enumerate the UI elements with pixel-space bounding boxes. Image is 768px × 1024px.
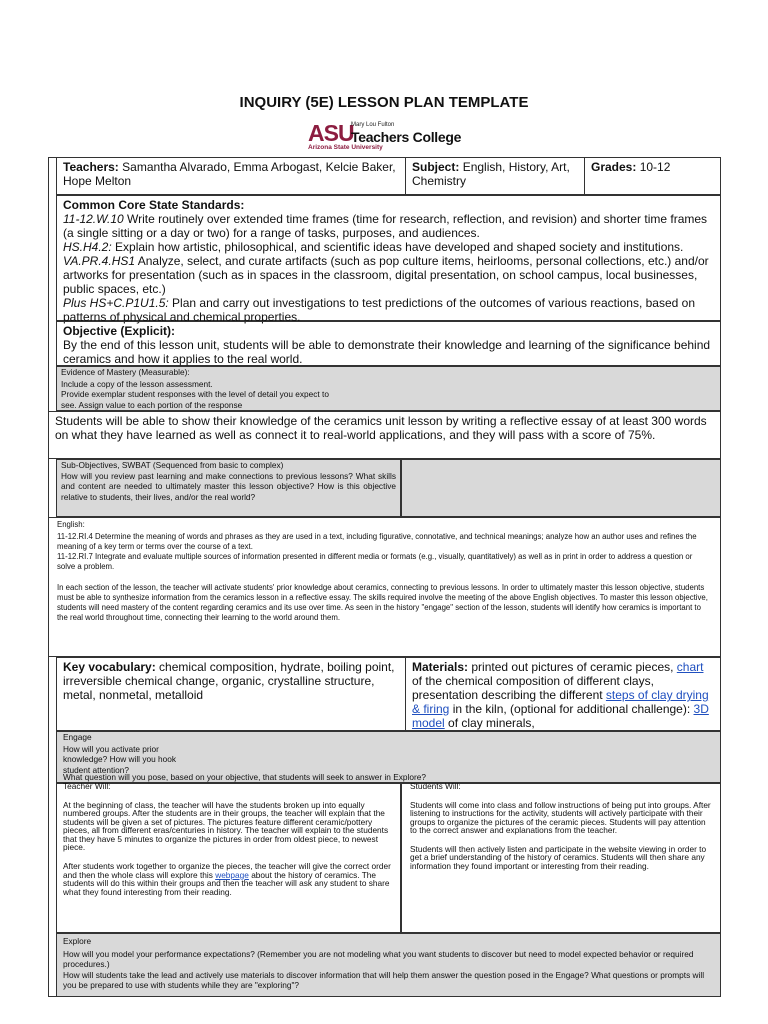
standard-item: HS.H4.2: Explain how artistic, philosophical, and scientific ideas have developed and shaped society and institutions. [63,240,684,254]
teacher-will-cell: Teacher Will: At the beginning of class, the teacher will have the students broken up into equally numbered groups. After the students are in their groups, the teacher will explain that the students will be given a set of pictures. The pictures feature different ceramic/pottery pieces, all from different eras/centuries in history. The teacher will explain to the students that they have 5 minutes to organize the pictures in order from oldest piece, to newest piece. After students work together to organize the pieces, the teacher will give the correct order and then the whole class will explore this webpage about the history of ceramics. The students will do this within their groups and then the teacher will ask any student to share what they found interesting from their reading. [56,783,401,933]
teacher-will-paragraph: After students work together to organize the pieces, the teacher will give the correct order and then the whole class will explore this webpage about the history of ceramics. The students will do this within their groups and then the teacher will ask any student to share what they found interesting from their reading. [63,861,391,897]
objective-section [56,321,721,366]
standard-item: 11-12.W.10 Write routinely over extended time frames (time for research, reflection, and revision) and shorter time frames (a single sitting or a day or two) for a range of tasks, purposes, and audiences. [63,212,708,240]
standards-section [56,195,721,324]
asu-university-text: Arizona State University [308,144,383,151]
grades-label: Grades: [591,160,637,174]
vocabulary-text: chemical composition, hydrate, boiling point, irreversible chemical change, organic, crystalline structure, metal, nonmetal, metalloid [63,660,395,702]
english-heading: English: [57,520,85,529]
grades-value: 10-12 [639,160,671,174]
explore-heading: Explore [63,936,92,946]
subject-label: Subject: [412,160,460,174]
subject-value: English, History, Art, Chemistry [412,160,570,188]
3d-model-link[interactable]: 3D model [412,702,709,730]
asu-teachers-college-logo [308,119,468,153]
explore-prompt: Explore How will you model your performance expectations? (Remember you are not modeling what you want students to discover but need to model expected behavior or required procedures.) How will students take the lead and actively use materials to discover information that will help them answer the question posed in the Engage? What questions or prompts will you be prepared to use with students while they are "exploring"? [56,933,721,997]
students-will-heading: Students Will: [410,781,461,791]
chart-link[interactable]: chart [676,660,704,674]
subject-cell [405,157,585,195]
subobjectives-heading: Sub-Objectives, SWBAT (Sequenced from basic to complex) [61,460,284,470]
engage-heading: Engage [63,732,92,742]
english-paragraph: In each section of the lesson, the teacher will activate students' prior knowledge about ceramics, connecting to previous lessons. In order to ultimately master this lesson objective, students must be able to synthesize information from the ceramics lesson in a reflective essay. The skills required involve the meeting of the above English objectives. To master this lesson objective, students will need mastery of the content regarding ceramics and its use over time. As seen in the history "engage" section of the lesson, students will identify how ceramics is important to the real world throughout time, connecting their learning to the world around them. [57,583,708,622]
logo-small-text: Mary Lou Fulton [351,122,395,128]
standard-ri4: 11-12.RI.4 Determine the meaning of words and phrases as they are used in a text, including figurative, connotative, and technical meanings; analyze how an author uses and refines the meaning of a key term or terms over the course of a text. [57,532,697,551]
webpage-link[interactable]: webpage [215,869,249,880]
objective-heading: Objective (Explicit): [63,324,176,338]
evidence-heading: Evidence of Mastery (Measurable): [61,367,190,377]
students-will-cell: Students Will: Students will come into class and follow instructions of being put into groups. After listening to instructions for the activity, students will actively participate with their groups to organize the pictures of the ceramic pieces. Students will pay attention to the correct answer and explanations from the teacher. Students will then actively listen and participate in the website viewing in order to get a brief understanding of the history of ceramics. Students will then share any information they found important or interesting from their reading. [401,783,721,933]
evidence-prompt: Evidence of Mastery (Measurable): Include a copy of the lesson assessment. Provide exemplar student responses with the level of detail you expect to see. Assign value to each portion of the response [56,366,721,411]
page-title: INQUIRY (5E) LESSON PLAN TEMPLATE [239,94,529,111]
materials-cell: Materials: printed out pictures of ceramic pieces, chart of the chemical composition of different clays, presentation describing the different steps of clay drying & firing in the kiln, (optional for additional challenge): 3D model of clay minerals, [405,657,721,731]
standard-item: VA.PR.4.HS1 Analyze, select, and curate artifacts (such as pop culture items, heirlooms, personal collections, etc.) and/or artworks for presentation (such as in spaces in the classroom, digital presentation, on school campus, local businesses, public spaces, etc.) [63,254,709,296]
asu-logo-text: ASU [308,120,354,146]
standards-heading: Common Core State Standards: [63,198,245,212]
evidence-answer: Students will be able to show their knowledge of the ceramics unit lesson by writing a reflective essay of at least 300 words on what they have learned as well as connect it to real-world applications, and they will pass with a score of 75%. [48,411,721,459]
standard-ri7: 11-12.RI.7 Integrate and evaluate multiple sources of information presented in different media or formats (e.g., visually, quantitatively) as well as in print in order to address a question or solve a problem. [57,552,693,571]
materials-heading: Materials: [412,660,469,674]
grades-cell [584,157,721,195]
vocabulary-cell [56,657,406,731]
teacher-will-heading: Teacher Will: [63,781,111,791]
teachers-cell [56,157,406,195]
logo-college-text: Teachers College [351,129,462,145]
clay-firing-link[interactable]: steps of clay drying & firing [412,688,709,716]
vocabulary-heading: Key vocabulary: [63,660,156,674]
objective-text: By the end of this lesson unit, students will be able to demonstrate their knowledge and learning of the significance behind ceramics and how it applies to the real world. [63,338,711,366]
english-section [48,517,721,657]
subobjectives-prompt: Sub-Objectives, SWBAT (Sequenced from basic to complex) How will you review past learning and make connections to previous lessons? What skills and content are needed to ultimately master this lesson objective? How is this objective relative to students, their lives, and/or the real world? [56,459,401,517]
teachers-label: Teachers: [63,160,119,174]
engage-prompt: Engage How will you activate prior knowledge? How will you hook student attention? What question will you pose, based on your objective, that students will seek to answer in Explore? [56,731,721,783]
teachers-value: Samantha Alvarado, Emma Arbogast, Kelcie Baker, Hope Melton [63,160,396,188]
standard-item: Plus HS+C.P1U1.5: Plan and carry out investigations to test predictions of the outcomes of various reactions, based on patterns of physical and chemical properties. [63,296,696,324]
subobjectives-grey-cell [401,459,721,517]
